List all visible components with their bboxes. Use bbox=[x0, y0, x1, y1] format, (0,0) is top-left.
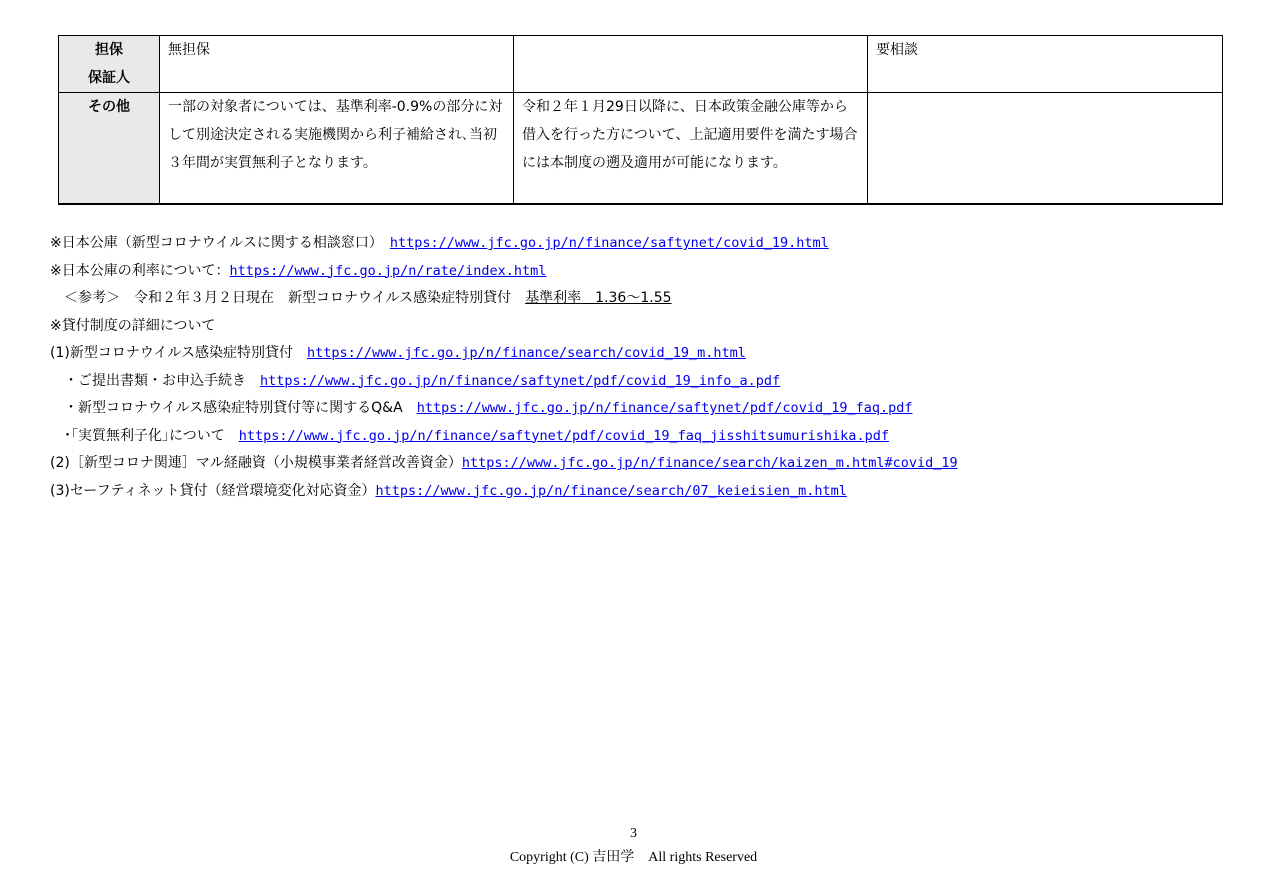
interest-rate-link[interactable]: https://www.jfc.go.jp/n/rate/index.html bbox=[229, 262, 547, 279]
table-cell bbox=[868, 93, 1223, 205]
note-item-1 bbox=[50, 340, 958, 368]
table-cell: 要相談 bbox=[868, 36, 1223, 93]
table-row-collateral bbox=[59, 36, 1223, 93]
note-text: (3)セーフティネット貸付（経営環境変化対応資金） bbox=[50, 482, 376, 499]
table-cell: 無担保 bbox=[160, 36, 514, 93]
copyright-notice: Copyright (C) 吉田学 All rights Reserved bbox=[509, 850, 758, 865]
note-text: ・ご提出書類・お申込手続き bbox=[50, 372, 260, 389]
note-item-3 bbox=[50, 478, 958, 506]
reference-rate: 基準利率 1.36～1.55 bbox=[525, 290, 672, 306]
note-item-2 bbox=[50, 450, 958, 478]
consultation-link[interactable]: https://www.jfc.go.jp/n/finance/saftynet/covid_19.html bbox=[389, 235, 829, 251]
interest-free-faq-link[interactable]: https://www.jfc.go.jp/n/finance/saftynet/pdf/covid_19_faq_jisshitsumurishika.pdf bbox=[238, 427, 889, 444]
note-interest-rate bbox=[50, 258, 958, 286]
loan-terms-table bbox=[58, 35, 1223, 205]
faq-link[interactable]: https://www.jfc.go.jp/n/finance/saftynet/pdf/covid_19_faq.pdf bbox=[416, 400, 913, 416]
note-reference bbox=[50, 285, 958, 313]
note-text: ※日本公庫の利率について： bbox=[50, 262, 230, 279]
table-cell bbox=[514, 36, 868, 93]
note-text: ･｢実質無利子化｣について bbox=[50, 427, 239, 444]
marukei-loan-link[interactable]: https://www.jfc.go.jp/n/finance/search/kaizen_m.html#covid_19 bbox=[461, 455, 958, 471]
row-header-collateral-label: 担保 bbox=[95, 42, 123, 58]
table-row-other bbox=[59, 93, 1223, 205]
note-text: (1)新型コロナウイルス感染症特別貸付 bbox=[50, 345, 307, 361]
table-cell: 令和２年１月29日以降に、日本政策金融公庫等から借入を行った方について、上記適用要件を満たす場合には本制度の遡及適用が可能になります。 bbox=[514, 93, 868, 205]
special-loan-link[interactable]: https://www.jfc.go.jp/n/finance/search/covid_19_m.html bbox=[307, 345, 746, 361]
notes-section bbox=[50, 230, 958, 505]
safety-net-loan-link[interactable]: https://www.jfc.go.jp/n/finance/search/07_keieisien_m.html bbox=[375, 482, 847, 499]
note-sub-item-1 bbox=[50, 368, 958, 396]
row-header-guarantor-label: 保証人 bbox=[88, 70, 130, 86]
note-text: (2)［新型コロナ関連］マル経融資（小規模事業者経営改善資金） bbox=[50, 455, 462, 471]
row-header-collateral bbox=[59, 36, 160, 93]
note-sub-item-2 bbox=[50, 395, 958, 423]
note-loan-details: ※貸付制度の詳細について bbox=[50, 317, 216, 334]
note-text: ※日本公庫（新型コロナウイルスに関する相談窓口） bbox=[50, 235, 390, 251]
note-text: ＜参考＞ 令和２年３月２日現在 新型コロナウイルス感染症特別貸付 bbox=[50, 290, 526, 306]
table-cell: 一部の対象者については、基準利率-0.9%の部分に対して別途決定される実施機関から利子補給され､当初３年間が実質無利子となります。 bbox=[160, 93, 514, 205]
note-sub-item-3 bbox=[50, 423, 958, 451]
application-docs-link[interactable]: https://www.jfc.go.jp/n/finance/saftynet/pdf/covid_19_info_a.pdf bbox=[260, 372, 781, 389]
row-header-other: その他 bbox=[59, 93, 160, 205]
note-text: ・新型コロナウイルス感染症特別貸付等に関するQ&A bbox=[50, 400, 417, 416]
page-number: 3 bbox=[630, 826, 637, 841]
note-consultation bbox=[50, 230, 958, 258]
